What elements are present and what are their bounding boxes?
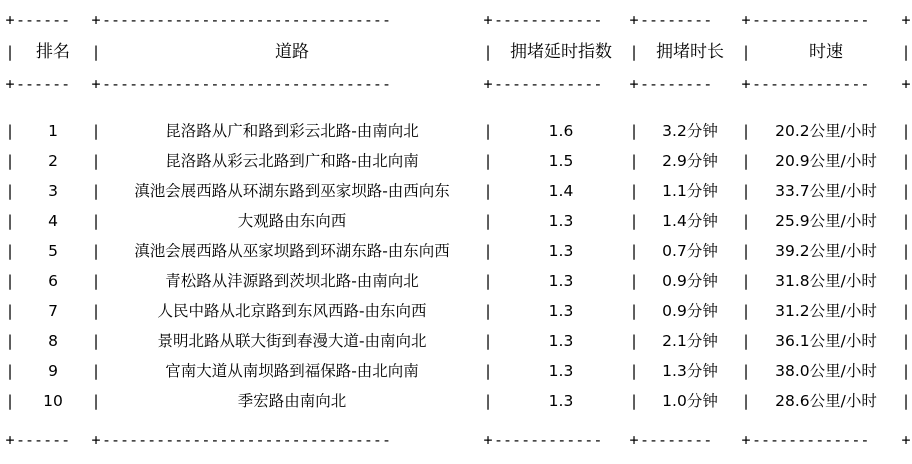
column-separator: | [5,272,15,290]
column-separator: | [901,152,911,170]
cell-rank: 4 [48,212,58,230]
column-separator: | [741,392,751,410]
column-separator: | [91,122,101,140]
rule-segment-speed: ------------- [752,75,870,93]
rule-corner: + [901,11,911,29]
column-separator: | [901,302,911,320]
column-separator: | [629,362,639,380]
column-separator: | [483,152,493,170]
column-separator: | [741,182,751,200]
column-separator: | [629,332,639,350]
cell-road: 青松路从沣源路到茨坝北路-由南向北 [165,272,419,290]
rule-corner: + [741,75,751,93]
cell-congestion-index: 1.3 [548,332,574,350]
rule-segment-rank: ------ [16,431,71,449]
column-header-congestion-duration: 拥堵时长 [656,42,724,62]
rule-segment-rank: ------ [16,75,71,93]
cell-rank: 2 [48,152,58,170]
cell-road: 官南大道从南坝路到福保路-由北向南 [165,362,419,380]
column-separator: | [741,302,751,320]
column-separator: | [5,212,15,230]
rule-corner: + [483,75,493,93]
column-header-rank: 排名 [36,42,70,62]
table-header-row [4,30,912,74]
cell-road: 昆洛路从广和路到彩云北路-由南向北 [165,122,419,140]
column-separator: | [629,392,639,410]
column-header-road: 道路 [275,42,309,62]
rule-corner: + [629,11,639,29]
column-separator: | [483,182,493,200]
rule-segment-speed: ------------- [752,431,870,449]
rule-corner: + [741,11,751,29]
column-separator: | [483,302,493,320]
column-separator: | [91,43,101,61]
column-separator: | [741,332,751,350]
rule-corner: + [629,431,639,449]
cell-speed: 36.1公里/小时 [775,332,877,350]
column-separator: | [741,242,751,260]
table-row [4,266,912,296]
rule-corner: + [5,11,15,29]
cell-road: 大观路由东向西 [237,212,347,230]
table-rule-top [4,10,912,30]
cell-congestion-duration: 0.7分钟 [662,242,718,260]
cell-rank: 10 [43,392,63,410]
cell-congestion-index: 1.3 [548,302,574,320]
table-row [4,356,912,386]
table-rule-bottom [4,430,912,450]
column-separator: | [741,272,751,290]
cell-congestion-duration: 1.0分钟 [662,392,718,410]
column-separator: | [5,362,15,380]
column-separator: | [629,43,639,61]
column-separator: | [5,242,15,260]
rule-segment-index: ------------ [494,431,603,449]
cell-rank: 9 [48,362,58,380]
cell-congestion-index: 1.3 [548,392,574,410]
rule-segment-road: -------------------------------- [102,431,391,449]
cell-speed: 20.2公里/小时 [775,122,877,140]
rule-segment-duration: -------- [640,75,713,93]
table-row [4,146,912,176]
column-separator: | [901,182,911,200]
column-separator: | [5,152,15,170]
column-separator: | [91,362,101,380]
cell-congestion-duration: 2.1分钟 [662,332,718,350]
cell-road: 景明北路从联大街到春漫大道-由南向北 [157,332,427,350]
cell-road: 人民中路从北京路到东风西路-由东向西 [157,302,427,320]
table-gap-bottom [4,416,912,430]
column-separator: | [901,272,911,290]
column-separator: | [483,212,493,230]
cell-congestion-duration: 0.9分钟 [662,302,718,320]
column-separator: | [483,122,493,140]
cell-congestion-duration: 3.2分钟 [662,122,718,140]
rule-corner: + [483,431,493,449]
cell-road: 季宏路由南向北 [237,392,347,410]
cell-rank: 7 [48,302,58,320]
cell-speed: 20.9公里/小时 [775,152,877,170]
column-separator: | [5,302,15,320]
rule-segment-road: -------------------------------- [102,11,391,29]
cell-rank: 5 [48,242,58,260]
column-separator: | [741,43,751,61]
column-separator: | [901,43,911,61]
rule-segment-speed: ------------- [752,11,870,29]
column-separator: | [629,152,639,170]
column-separator: | [5,43,15,61]
column-separator: | [901,242,911,260]
column-separator: | [629,302,639,320]
cell-rank: 1 [48,122,58,140]
cell-speed: 28.6公里/小时 [775,392,877,410]
rule-corner: + [483,11,493,29]
cell-speed: 31.8公里/小时 [775,272,877,290]
column-separator: | [91,242,101,260]
cell-speed: 25.9公里/小时 [775,212,877,230]
rule-corner: + [5,431,15,449]
column-separator: | [483,272,493,290]
column-separator: | [91,302,101,320]
cell-congestion-index: 1.4 [548,182,574,200]
column-separator: | [901,362,911,380]
column-separator: | [901,392,911,410]
rule-segment-duration: -------- [640,431,713,449]
table-row [4,326,912,356]
cell-congestion-duration: 2.9分钟 [662,152,718,170]
column-separator: | [629,272,639,290]
column-separator: | [91,332,101,350]
column-separator: | [741,122,751,140]
column-separator: | [901,212,911,230]
column-separator: | [629,182,639,200]
column-separator: | [483,362,493,380]
column-separator: | [91,152,101,170]
rule-corner: + [91,75,101,93]
table-row [4,236,912,266]
column-separator: | [483,392,493,410]
cell-congestion-duration: 1.4分钟 [662,212,718,230]
column-separator: | [5,332,15,350]
table-row [4,206,912,236]
column-separator: | [629,242,639,260]
cell-congestion-duration: 1.1分钟 [662,182,718,200]
table-rule-header [4,74,912,94]
column-separator: | [741,212,751,230]
cell-congestion-index: 1.3 [548,272,574,290]
table-row [4,176,912,206]
rule-corner: + [629,75,639,93]
rule-corner: + [91,11,101,29]
column-separator: | [629,212,639,230]
cell-rank: 8 [48,332,58,350]
column-separator: | [5,392,15,410]
traffic-congestion-table [4,10,912,450]
cell-congestion-index: 1.6 [548,122,574,140]
cell-road: 滇池会展西路从巫家坝路到环湖东路-由东向西 [134,242,450,260]
cell-congestion-index: 1.3 [548,212,574,230]
column-separator: | [901,332,911,350]
cell-rank: 6 [48,272,58,290]
cell-congestion-duration: 1.3分钟 [662,362,718,380]
column-separator: | [91,272,101,290]
cell-speed: 31.2公里/小时 [775,302,877,320]
rule-segment-duration: -------- [640,11,713,29]
column-separator: | [5,182,15,200]
column-separator: | [901,122,911,140]
rule-corner: + [901,431,911,449]
cell-congestion-index: 1.5 [548,152,574,170]
column-separator: | [91,212,101,230]
table-row [4,116,912,146]
rule-corner: + [901,75,911,93]
column-separator: | [483,242,493,260]
column-header-congestion-index: 拥堵延时指数 [510,42,612,62]
cell-road: 滇池会展西路从环湖东路到巫家坝路-由西向东 [134,182,450,200]
column-separator: | [741,362,751,380]
cell-road: 昆洛路从彩云北路到广和路-由北向南 [165,152,419,170]
column-separator: | [483,332,493,350]
rule-corner: + [91,431,101,449]
rule-segment-index: ------------ [494,75,603,93]
column-separator: | [91,392,101,410]
cell-speed: 33.7公里/小时 [775,182,877,200]
table-row [4,386,912,416]
column-separator: | [483,43,493,61]
rule-segment-rank: ------ [16,11,71,29]
rule-corner: + [5,75,15,93]
cell-congestion-duration: 0.9分钟 [662,272,718,290]
column-header-speed: 时速 [809,42,843,62]
rule-corner: + [741,431,751,449]
rule-segment-road: -------------------------------- [102,75,391,93]
table-row [4,296,912,326]
table-gap [4,94,912,116]
cell-rank: 3 [48,182,58,200]
cell-speed: 39.2公里/小时 [775,242,877,260]
column-separator: | [741,152,751,170]
rule-segment-index: ------------ [494,11,603,29]
column-separator: | [5,122,15,140]
cell-congestion-index: 1.3 [548,362,574,380]
cell-congestion-index: 1.3 [548,242,574,260]
cell-speed: 38.0公里/小时 [775,362,877,380]
column-separator: | [629,122,639,140]
column-separator: | [91,182,101,200]
